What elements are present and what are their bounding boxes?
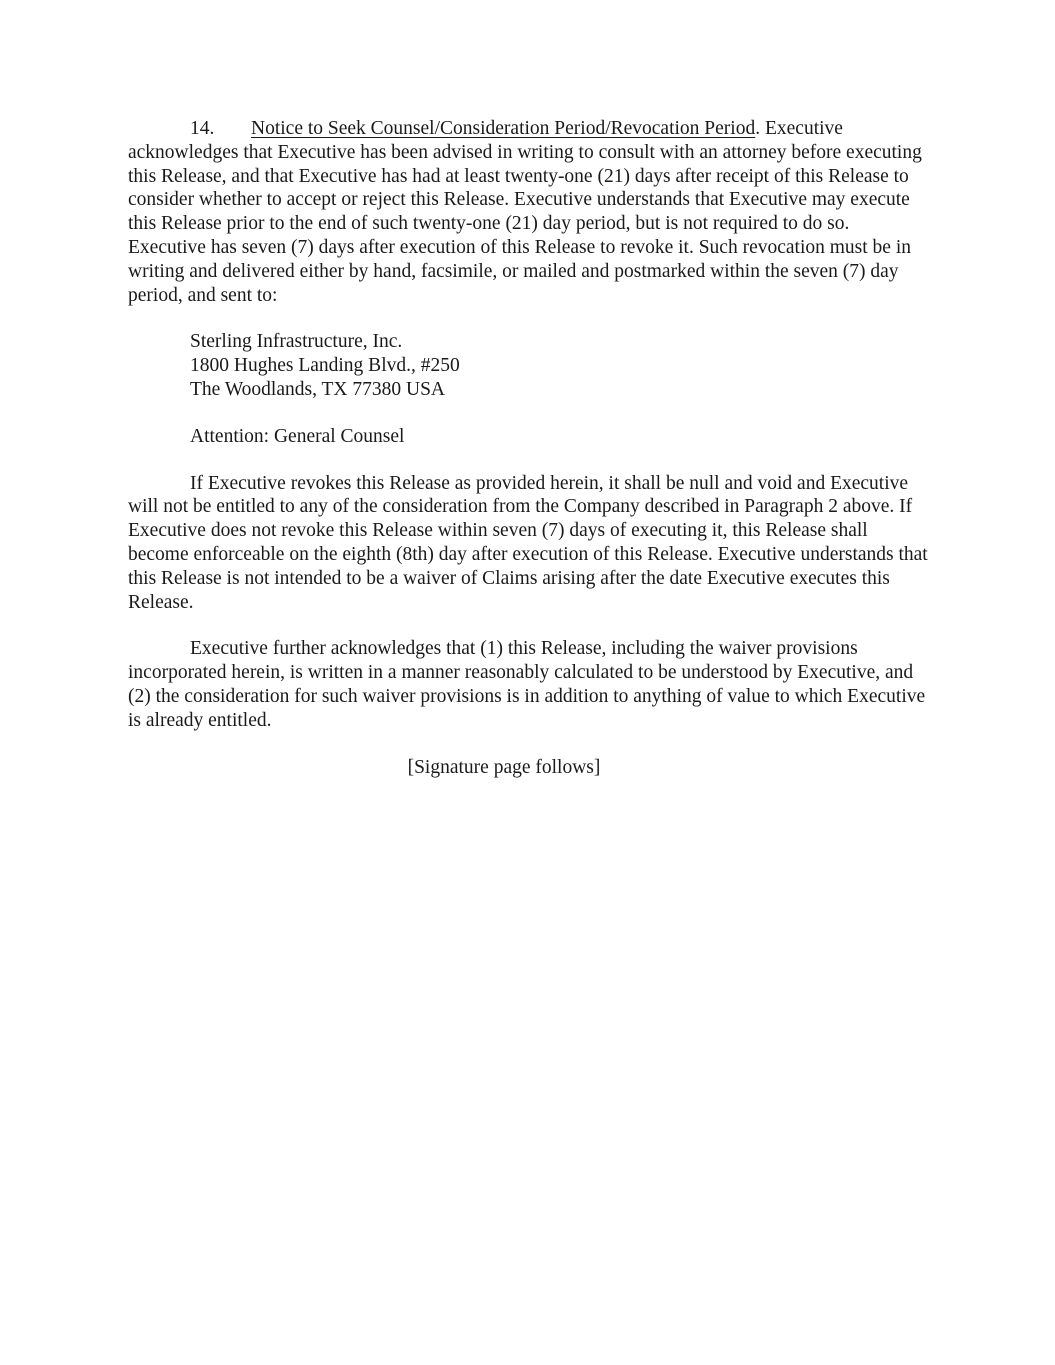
signature-page-note: [Signature page follows] (407, 756, 601, 778)
address-city: The Woodlands, TX 77380 USA (190, 378, 445, 400)
section-heading: Notice to Seek Counsel/Consideration Period/Revocation Period (251, 118, 756, 139)
section-body: Executive acknowledges that Executive has been advised in writing to consult with an attorney before executing this Release, and that Executive has had at least twenty-one (21) days after receipt of this Release to consider whether to accept or reject this Release. Executive understands that Executive may execute this Release prior to the end of such twenty-one (21) day period, but is not required to do so. Executive has seven (7) days after execution of this Release to revoke it. Such revocation must be in writing and delivered either by hand, facsimile, or mailed and postmarked within the seven (7) day period, and sent to: (128, 118, 922, 306)
attention-line: Attention: General Counsel (190, 425, 405, 447)
section-14-paragraph (128, 117, 928, 307)
address-street: 1800 Hughes Landing Blvd., #250 (190, 355, 460, 377)
revocation-paragraph: If Executive revokes this Release as provided herein, it shall be null and void and Executive will not be entitled to any of the consideration from the Company described in Paragraph 2 above. If Executive does not revoke this Release within seven (7) days of executing it, this Release shall become enforceable on the eighth (8th) day after execution of this Release. Executive understands that this Release is not intended to be a waiver of Claims arising after the date Executive executes this Release. (128, 472, 928, 613)
section-heading-punct: . (755, 118, 761, 139)
mailing-address (128, 330, 928, 401)
section-number: 14. (190, 118, 215, 139)
address-company: Sterling Infrastructure, Inc. (190, 331, 403, 353)
document-body (128, 117, 928, 779)
acknowledgement-paragraph: Executive further acknowledges that (1) this Release, including the waiver provisions incorporated herein, is written in a manner reasonably calculated to be understood by Executive, and (2) the consideration for such waiver provisions is in addition to anything of value to which Executive is already entitled. (128, 638, 926, 731)
